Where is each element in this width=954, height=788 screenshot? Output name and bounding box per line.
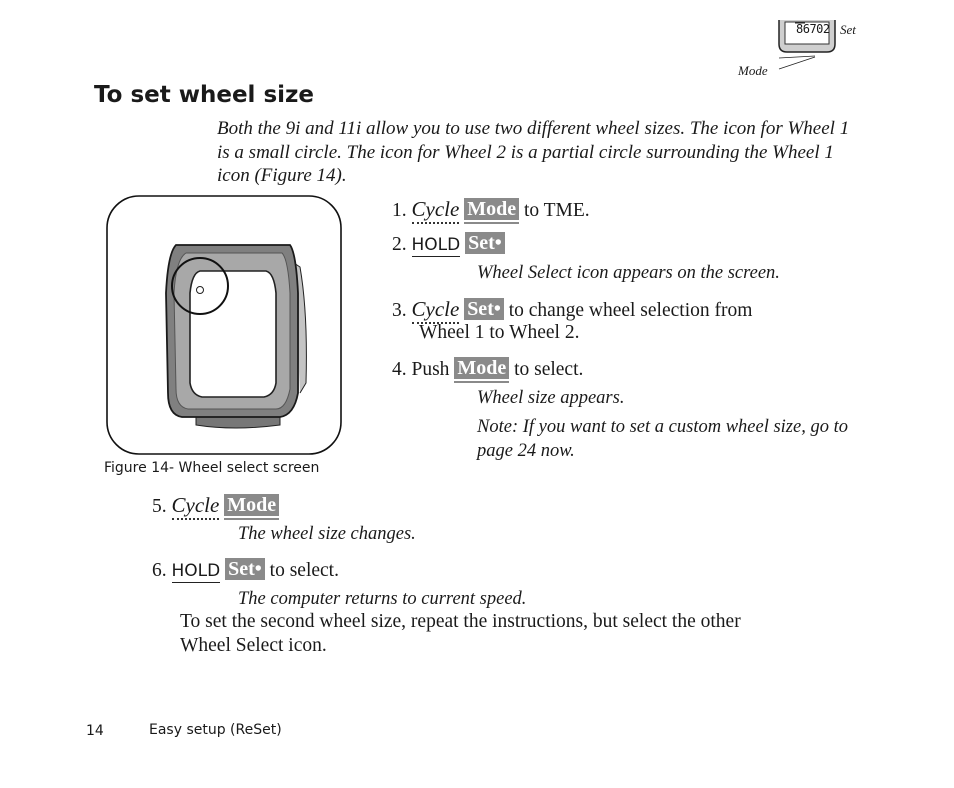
cycle-action: Cycle bbox=[412, 297, 460, 324]
set-button: Set• bbox=[465, 232, 505, 254]
cycle-action: Cycle bbox=[412, 197, 460, 224]
wheel-select-figure bbox=[104, 193, 346, 459]
corner-mode-label: Mode bbox=[738, 63, 768, 78]
page-title: To set wheel size bbox=[94, 82, 315, 108]
step-3: 3. Cycle Set• to change wheel selection from bbox=[392, 297, 752, 323]
step-3-continued: Wheel 1 to Wheel 2. bbox=[419, 322, 580, 343]
corner-set-label: Set bbox=[840, 22, 856, 37]
footer-section: Easy setup (ReSet) bbox=[149, 722, 282, 738]
corner-display-readout: 86702 bbox=[796, 22, 830, 36]
step-6-note: The computer returns to current speed. bbox=[238, 589, 527, 609]
mode-button: Mode bbox=[224, 494, 279, 518]
cycle-action: Cycle bbox=[172, 493, 220, 520]
page-number: 14 bbox=[86, 723, 104, 739]
hold-action: HOLD bbox=[411, 235, 461, 255]
mode-button: Mode bbox=[454, 357, 509, 381]
set-button: Set• bbox=[464, 298, 504, 320]
step-1: 1. Cycle Mode to TME. bbox=[392, 197, 590, 223]
hold-action: HOLD bbox=[171, 561, 221, 581]
mode-button: Mode bbox=[464, 198, 519, 222]
step-6: 6. HOLD Set• to select. bbox=[152, 558, 339, 581]
figure-caption: Figure 14- Wheel select screen bbox=[104, 460, 320, 476]
step-4-note: Wheel size appears. bbox=[477, 388, 625, 408]
closing-paragraph: To set the second wheel size, repeat the instructions, but select the other Wheel Select icon. bbox=[180, 611, 741, 656]
step-2-note: Wheel Select icon appears on the screen. bbox=[477, 263, 780, 283]
intro-paragraph: Both the 9i and 11i allow you to use two different wheel sizes. The icon for Wheel 1 is a small circle. The icon for Wheel 2 is a partial circle surrounding the Wheel 1 icon (Figure 14). bbox=[217, 118, 850, 186]
step-5-note: The wheel size changes. bbox=[238, 524, 416, 544]
step-4: 4. Push Mode to select. bbox=[392, 357, 584, 380]
step-4-custom-note: Note: If you want to set a custom wheel size, go to page 24 now. bbox=[477, 417, 848, 461]
step-2: 2. HOLD Set• bbox=[392, 232, 505, 257]
step-5: 5. Cycle Mode bbox=[152, 493, 279, 519]
set-button: Set• bbox=[225, 558, 265, 580]
